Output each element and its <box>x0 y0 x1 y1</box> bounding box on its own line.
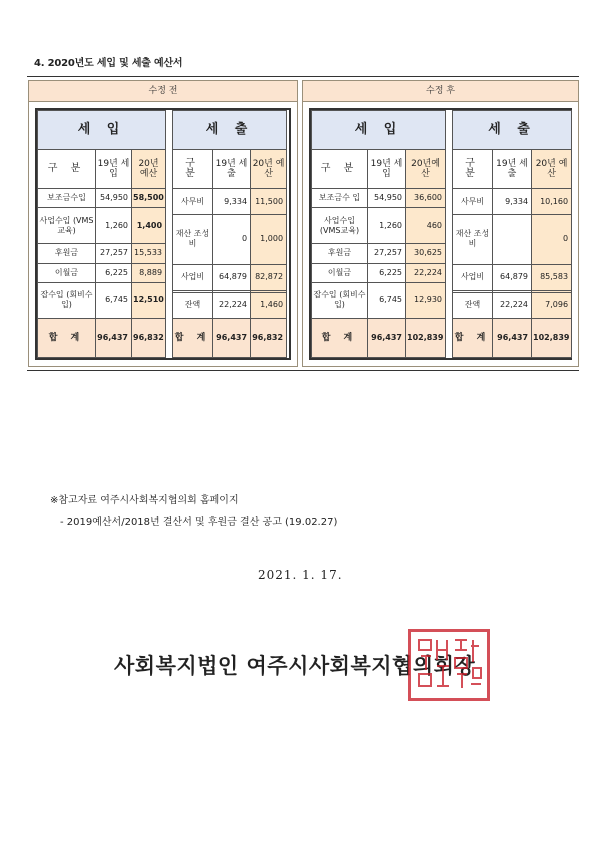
cell-value: 11,500 <box>251 189 287 215</box>
reference-detail: - 2019예산서/2018년 결산서 및 후원금 결산 공고 (19.02.27) <box>60 517 338 528</box>
row-label: 잔액 <box>173 292 213 318</box>
official-seal-stamp <box>408 629 490 701</box>
col-gubun: 구 분 <box>312 150 368 189</box>
cell-value: 1,400 <box>132 208 166 244</box>
cell-value: 12,510 <box>132 282 166 318</box>
row-label: 후원금 <box>38 244 96 263</box>
table-row <box>38 189 166 208</box>
row-label: 잡수입 (회비수입) <box>38 282 96 318</box>
bottom-rule <box>27 370 579 371</box>
section-heading: 4. 2020년도 세입 및 세출 예산서 <box>34 58 183 69</box>
panel-before <box>28 80 298 367</box>
panel-after <box>302 80 579 367</box>
cell-value: 7,096 <box>532 292 572 318</box>
after-table-frame <box>309 108 572 360</box>
total-value: 96,437 <box>96 319 132 358</box>
cell-value: 22,224 <box>406 263 446 282</box>
cell-value: 15,533 <box>132 244 166 263</box>
row-label: 이월금 <box>312 263 368 282</box>
total-value: 102,839 <box>532 319 572 358</box>
table-row <box>173 215 287 265</box>
cell-value: 27,257 <box>368 244 406 263</box>
col-20-budget: 20년 예산 <box>251 150 287 189</box>
cell-value: 54,950 <box>368 189 406 208</box>
cell-value: 460 <box>406 208 446 244</box>
row-label: 후원금 <box>312 244 368 263</box>
row-label: 이월금 <box>38 263 96 282</box>
cell-value: 6,745 <box>96 282 132 318</box>
row-label: 사업수입 (VMS교육) <box>38 208 96 244</box>
total-value: 102,839 <box>406 319 446 358</box>
cell-value: 0 <box>213 215 251 265</box>
cell-value: 0 <box>532 215 572 265</box>
panel-after-title: 수정 후 <box>303 81 578 102</box>
cell-value: 27,257 <box>96 244 132 263</box>
after-expense-table <box>452 110 572 358</box>
cell-value: 82,872 <box>251 264 287 290</box>
cell-value: 36,600 <box>406 189 446 208</box>
reference-note: ※참고자료 여주시사회복지협의회 홈페이지 <box>50 495 239 506</box>
total-row <box>453 319 572 358</box>
cell-value: 1,460 <box>251 292 287 318</box>
table-row <box>453 264 572 290</box>
cell-value: 6,225 <box>96 263 132 282</box>
total-row <box>312 319 446 358</box>
income-header: 세 입 <box>38 111 166 150</box>
cell-value: 64,879 <box>213 264 251 290</box>
table-row <box>453 215 572 265</box>
cell-value: 1,260 <box>96 208 132 244</box>
table-row <box>173 189 287 215</box>
cell-value: 9,334 <box>213 189 251 215</box>
total-value: 96,437 <box>213 319 251 358</box>
col-20-budget: 20년예 산 <box>406 150 446 189</box>
expense-header: 세 출 <box>453 111 572 150</box>
total-value: 96,832 <box>132 319 166 358</box>
cell-value <box>493 215 532 265</box>
top-rule <box>27 76 579 77</box>
cell-value: 9,334 <box>493 189 532 215</box>
document-date: 2021. 1. 17. <box>258 568 343 582</box>
table-row <box>453 292 572 318</box>
col-19-income: 19년 세입 <box>96 150 132 189</box>
cell-value: 10,160 <box>532 189 572 215</box>
col-19-expense: 19년 세출 <box>213 150 251 189</box>
col-gubun: 구 분 <box>453 150 493 189</box>
panel-before-title: 수정 전 <box>29 81 297 102</box>
table-row <box>173 264 287 290</box>
before-expense-table <box>172 110 287 358</box>
cell-value: 6,225 <box>368 263 406 282</box>
col-gubun: 구 분 <box>173 150 213 189</box>
before-table-frame <box>35 108 291 360</box>
col-19-income: 19년 세입 <box>368 150 406 189</box>
cell-value: 1,000 <box>251 215 287 265</box>
row-label: 잡수입 (회비수입) <box>312 282 368 318</box>
row-label: 재산 조성비 <box>453 215 493 265</box>
table-row <box>312 208 446 244</box>
cell-value: 85,583 <box>532 264 572 290</box>
table-row <box>312 244 446 263</box>
total-value: 96,437 <box>368 319 406 358</box>
cell-value: 64,879 <box>493 264 532 290</box>
total-label: 합 계 <box>173 319 213 358</box>
table-row <box>38 244 166 263</box>
cell-value: 22,224 <box>213 292 251 318</box>
table-row <box>38 263 166 282</box>
row-label: 사무비 <box>173 189 213 215</box>
table-row <box>312 189 446 208</box>
row-label: 보조금수입 <box>38 189 96 208</box>
income-header: 세 입 <box>312 111 446 150</box>
total-label: 합 계 <box>453 319 493 358</box>
total-label: 합 계 <box>312 319 368 358</box>
col-20-budget: 20년 예산 <box>132 150 166 189</box>
before-income-table <box>37 110 166 358</box>
col-gubun: 구 분 <box>38 150 96 189</box>
total-value: 96,832 <box>251 319 287 358</box>
table-row <box>453 189 572 215</box>
cell-value: 58,500 <box>132 189 166 208</box>
cell-value: 54,950 <box>96 189 132 208</box>
total-label: 합 계 <box>38 319 96 358</box>
after-income-table <box>311 110 446 358</box>
organization-signature: 사회복지법인 여주시사회복지협의회장 <box>114 654 476 678</box>
row-label: 보조금수 입 <box>312 189 368 208</box>
total-row <box>173 319 287 358</box>
row-label: 잔액 <box>453 292 493 318</box>
row-label: 사무비 <box>453 189 493 215</box>
col-19-expense: 19년 세출 <box>493 150 532 189</box>
row-label: 사업비 <box>173 264 213 290</box>
row-label: 사업수입 (VMS교육) <box>312 208 368 244</box>
total-row <box>38 319 166 358</box>
table-row <box>173 292 287 318</box>
row-label: 재산 조성비 <box>173 215 213 265</box>
table-row <box>38 282 166 318</box>
row-label: 사업비 <box>453 264 493 290</box>
table-row <box>38 208 166 244</box>
col-20-budget: 20년 예산 <box>532 150 572 189</box>
cell-value: 6,745 <box>368 282 406 318</box>
cell-value: 22,224 <box>493 292 532 318</box>
cell-value: 1,260 <box>368 208 406 244</box>
cell-value: 12,930 <box>406 282 446 318</box>
table-row <box>312 282 446 318</box>
table-row <box>312 263 446 282</box>
total-value: 96,437 <box>493 319 532 358</box>
expense-header: 세 출 <box>173 111 287 150</box>
seal-glyph-icon <box>413 634 485 696</box>
cell-value: 8,889 <box>132 263 166 282</box>
cell-value: 30,625 <box>406 244 446 263</box>
